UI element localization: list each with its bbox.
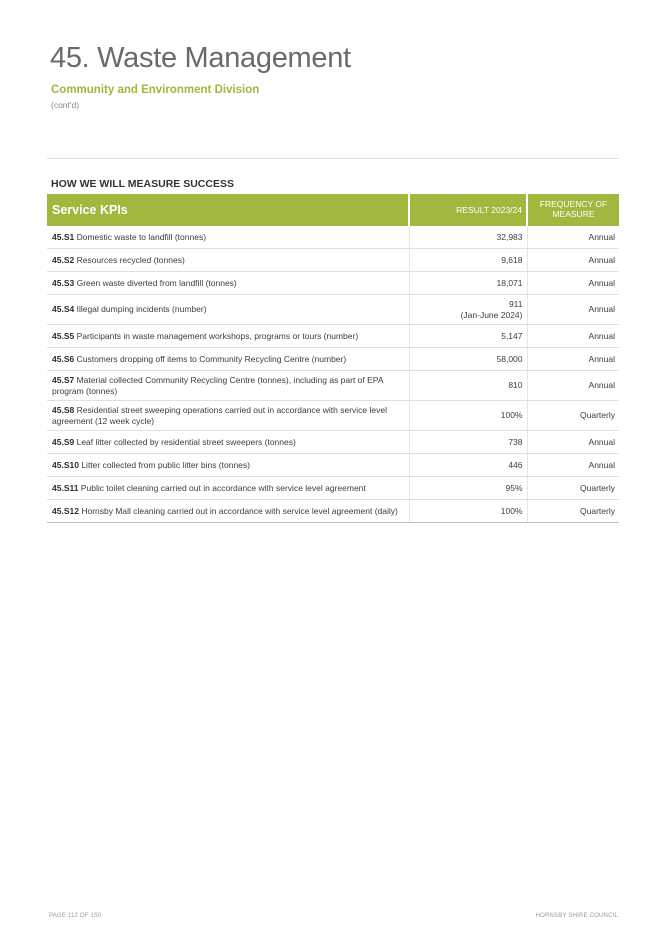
- table-row: [47, 500, 619, 523]
- kpi-name-cell: [47, 226, 409, 249]
- kpi-name-cell: [47, 249, 409, 272]
- kpi-result: 58,000: [409, 348, 527, 371]
- kpi-code: 45.S1: [52, 231, 75, 242]
- kpi-name-cell: [47, 348, 409, 371]
- kpi-description: Illegal dumping incidents (number): [76, 304, 207, 315]
- kpi-name-cell: [47, 272, 409, 295]
- kpi-result: 5,147: [409, 325, 527, 348]
- continued-label: (cont'd): [51, 100, 80, 110]
- table-row: [47, 348, 619, 371]
- kpi-frequency: Annual: [527, 371, 619, 401]
- kpi-description: Residential street sweeping operations carried out in accordance with service level agreement (12 week cycle): [52, 404, 388, 426]
- kpi-result-note: (Jan-June 2024): [460, 309, 523, 320]
- table-row: [47, 371, 619, 401]
- kpi-code: 45.S6: [52, 353, 75, 364]
- kpi-frequency: Annual: [527, 249, 619, 272]
- table-row: [47, 226, 619, 249]
- kpi-result: 911: [508, 298, 523, 309]
- section-divider: [47, 158, 619, 159]
- kpi-name-cell: [47, 454, 409, 477]
- kpi-result-cell: [409, 295, 527, 325]
- kpi-result: 100%: [409, 500, 527, 523]
- table-row: [47, 272, 619, 295]
- kpi-code: 45.S7: [52, 374, 75, 385]
- kpi-code: 45.S8: [52, 404, 75, 415]
- kpi-frequency: Quarterly: [527, 477, 619, 500]
- kpi-description: Customers dropping off items to Community Recycling Centre (number): [76, 353, 347, 364]
- table-header-row: [47, 194, 619, 226]
- header-frequency: FREQUENCY OF MEASURE: [527, 194, 619, 226]
- kpi-description: Resources recycled (tonnes): [76, 254, 185, 265]
- kpi-frequency: Annual: [527, 295, 619, 325]
- kpi-name-cell: [47, 295, 409, 325]
- kpi-code: 45.S10: [52, 459, 79, 470]
- table-row: [47, 325, 619, 348]
- kpi-frequency: Annual: [527, 348, 619, 371]
- kpi-frequency: Annual: [527, 431, 619, 454]
- kpi-code: 45.S11: [52, 482, 79, 493]
- kpi-code: 45.S5: [52, 330, 75, 341]
- kpi-code: 45.S4: [52, 304, 75, 315]
- table-row: [47, 431, 619, 454]
- kpi-frequency: Annual: [527, 325, 619, 348]
- kpi-name-cell: [47, 401, 409, 431]
- kpi-result: 810: [409, 371, 527, 401]
- kpi-result: 9,618: [409, 249, 527, 272]
- kpi-result: 18,071: [409, 272, 527, 295]
- kpi-frequency: Annual: [527, 454, 619, 477]
- organisation-name: HORNSBY SHIRE COUNCIL: [535, 913, 618, 919]
- table-row: [47, 295, 619, 325]
- kpi-result: 95%: [409, 477, 527, 500]
- kpi-result: 100%: [409, 401, 527, 431]
- header-result: RESULT 2023/24: [409, 194, 527, 226]
- kpi-name-cell: [47, 431, 409, 454]
- table-row: [47, 454, 619, 477]
- kpi-frequency: Annual: [527, 226, 619, 249]
- kpi-code: 45.S3: [52, 277, 75, 288]
- kpi-name-cell: [47, 477, 409, 500]
- kpi-code: 45.S9: [52, 436, 75, 447]
- kpi-result: 32,983: [409, 226, 527, 249]
- kpi-frequency: Quarterly: [527, 401, 619, 431]
- kpi-description: Material collected Community Recycling Centre (tonnes), including as part of EPA program (tonnes): [52, 374, 384, 396]
- kpi-frequency: Annual: [527, 272, 619, 295]
- kpi-description: Leaf litter collected by residential street sweepers (tonnes): [76, 436, 296, 447]
- section-heading: HOW WE WILL MEASURE SUCCESS: [51, 178, 234, 190]
- kpi-description: Hornsby Mall cleaning carried out in accordance with service level agreement (daily): [81, 505, 398, 516]
- kpi-description: Participants in waste management workshops, programs or tours (number): [76, 330, 359, 341]
- kpi-name-cell: [47, 500, 409, 523]
- page-title: 45. Waste Management: [50, 42, 351, 74]
- kpi-description: Litter collected from public litter bins (tonnes): [81, 459, 250, 470]
- header-service-kpis: Service KPIs: [47, 194, 409, 226]
- table-row: [47, 249, 619, 272]
- division-subtitle: Community and Environment Division: [51, 84, 260, 96]
- kpi-description: Green waste diverted from landfill (tonnes): [76, 277, 237, 288]
- kpi-description: Public toilet cleaning carried out in accordance with service level agreement: [80, 482, 366, 493]
- kpi-result: 446: [409, 454, 527, 477]
- kpi-frequency: Quarterly: [527, 500, 619, 523]
- service-kpi-table: [47, 194, 619, 523]
- table-row: [47, 477, 619, 500]
- kpi-result: 738: [409, 431, 527, 454]
- table-row: [47, 401, 619, 431]
- kpi-code: 45.S2: [52, 254, 75, 265]
- kpi-description: Domestic waste to landfill (tonnes): [76, 231, 207, 242]
- page-number: PAGE 112 OF 150: [49, 913, 102, 919]
- kpi-name-cell: [47, 371, 409, 401]
- kpi-code: 45.S12: [52, 505, 79, 516]
- kpi-name-cell: [47, 325, 409, 348]
